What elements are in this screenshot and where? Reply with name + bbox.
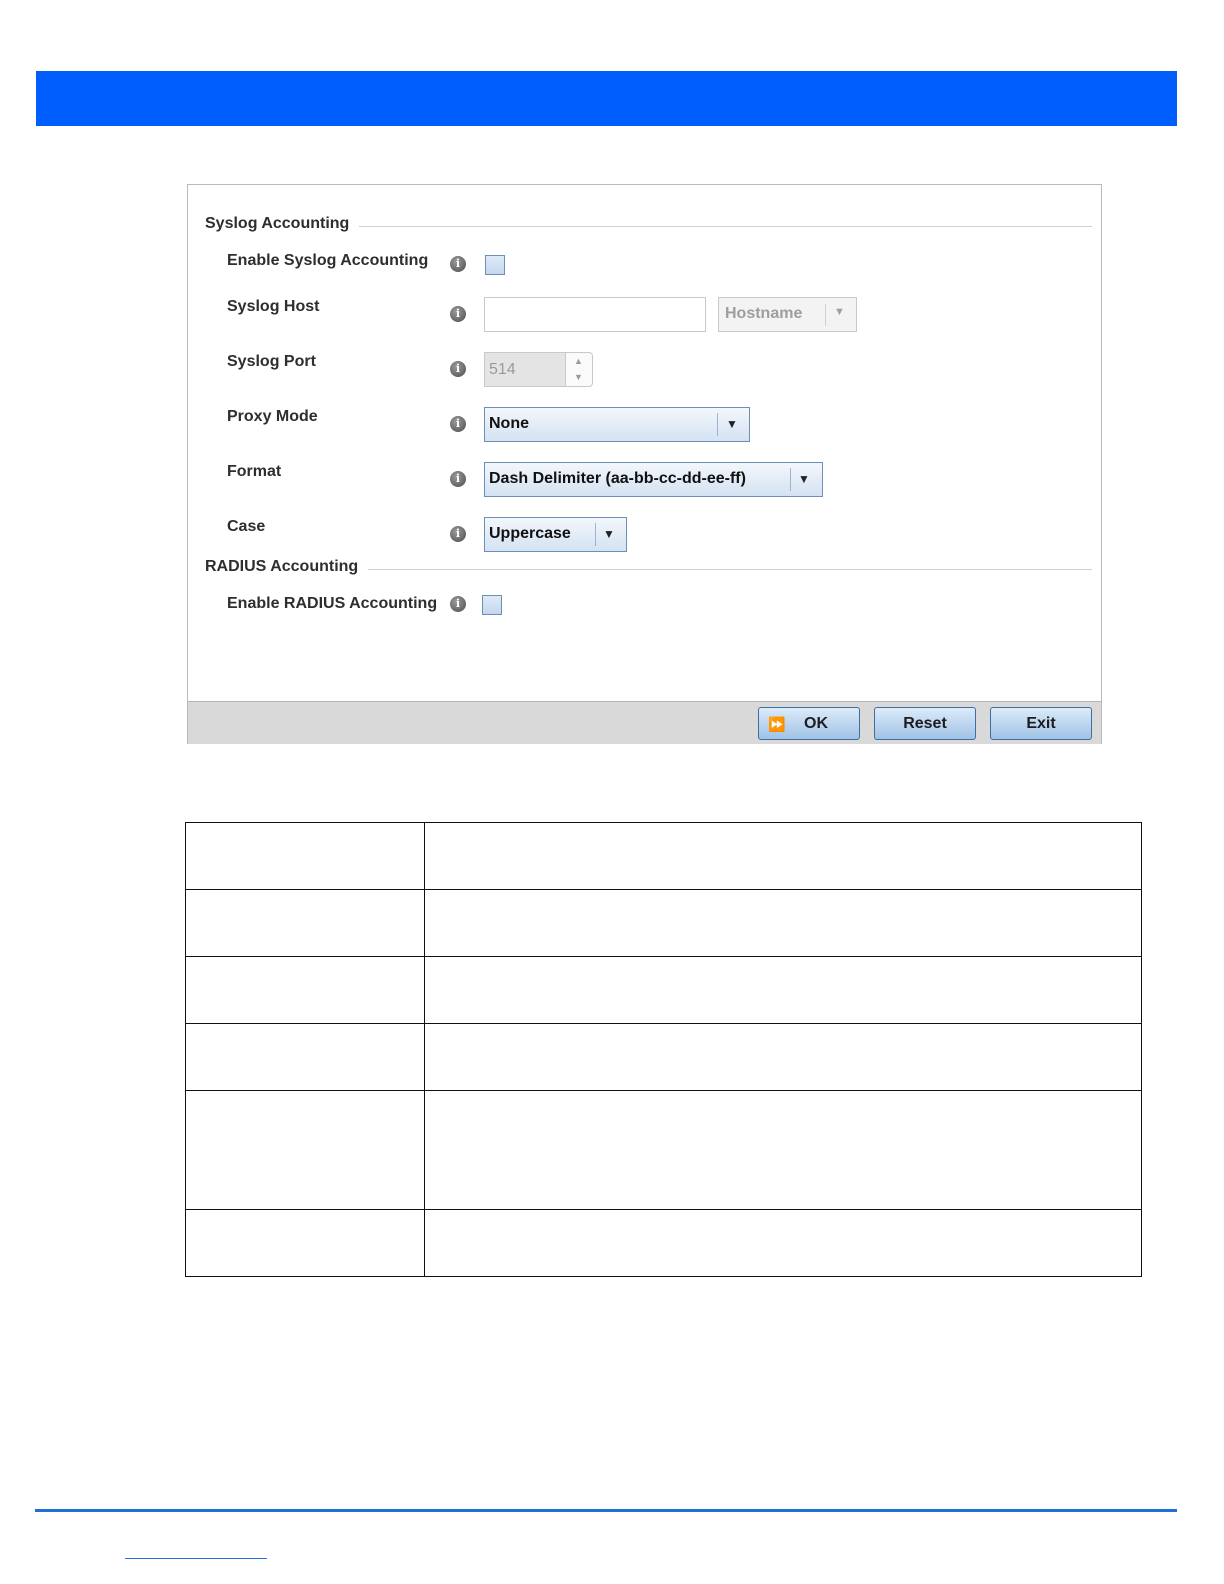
reset-button-label: Reset — [903, 715, 947, 732]
case-label: Case — [227, 518, 266, 535]
chevron-down-icon: ▼ — [834, 306, 845, 318]
host-type-select[interactable] — [718, 297, 857, 332]
syslog-port-value: 514 — [489, 361, 516, 378]
syslog-section-title: Syslog Accounting — [205, 215, 359, 233]
case-value: Uppercase — [489, 525, 571, 542]
table-row — [186, 957, 1142, 1024]
table-row — [186, 1210, 1142, 1277]
select-separator — [717, 413, 718, 436]
dialog-footer — [188, 701, 1101, 744]
info-icon[interactable]: i — [450, 416, 466, 432]
format-label: Format — [227, 463, 282, 480]
table-cell — [186, 957, 425, 1024]
case-select[interactable] — [484, 517, 627, 552]
spinner-up-icon[interactable]: ▲ — [574, 356, 583, 366]
table-cell — [425, 823, 1142, 890]
section-divider — [358, 226, 1092, 227]
select-separator — [790, 468, 791, 491]
syslog-host-input[interactable] — [484, 297, 706, 332]
ok-button[interactable] — [758, 707, 860, 740]
select-separator — [595, 523, 596, 546]
table-cell — [425, 1024, 1142, 1091]
top-banner — [36, 71, 1177, 126]
proxy-mode-value: None — [489, 415, 529, 432]
proxy-mode-label: Proxy Mode — [227, 408, 318, 425]
table-row — [186, 823, 1142, 890]
spinner-arrows-icon[interactable] — [566, 352, 593, 387]
table-cell — [186, 1024, 425, 1091]
select-separator — [825, 304, 826, 326]
syslog-port-field[interactable] — [484, 352, 566, 387]
description-table — [185, 822, 1142, 1277]
table-cell — [186, 890, 425, 957]
table-cell — [425, 957, 1142, 1024]
page-footer-rule — [35, 1509, 1177, 1512]
proxy-mode-select[interactable] — [484, 407, 750, 442]
info-icon[interactable]: i — [450, 471, 466, 487]
double-arrow-icon: ⏩ — [768, 716, 786, 732]
table-cell — [186, 823, 425, 890]
footer-link-underline[interactable] — [125, 1558, 267, 1559]
table-row — [186, 1024, 1142, 1091]
chevron-down-icon: ▼ — [603, 527, 615, 541]
enable-syslog-label: Enable Syslog Accounting — [227, 252, 429, 269]
host-type-value: Hostname — [725, 305, 803, 322]
info-icon[interactable]: i — [450, 596, 466, 612]
spinner-down-icon[interactable]: ▼ — [574, 372, 583, 382]
table-row — [186, 1091, 1142, 1210]
exit-button-label: Exit — [1026, 715, 1056, 732]
format-select[interactable] — [484, 462, 823, 497]
chevron-down-icon: ▼ — [726, 417, 738, 431]
section-divider — [360, 569, 1092, 570]
table-cell — [425, 1210, 1142, 1277]
reset-button[interactable] — [874, 707, 976, 740]
syslog-host-label: Syslog Host — [227, 298, 320, 315]
info-icon[interactable]: i — [450, 256, 466, 272]
enable-radius-checkbox[interactable] — [482, 595, 502, 615]
accounting-dialog — [187, 184, 1102, 744]
radius-section-title: RADIUS Accounting — [205, 558, 368, 576]
syslog-port-label: Syslog Port — [227, 353, 316, 370]
chevron-down-icon: ▼ — [798, 472, 810, 486]
enable-syslog-checkbox[interactable] — [485, 255, 505, 275]
info-icon[interactable]: i — [450, 526, 466, 542]
ok-button-label: OK — [804, 715, 828, 732]
table-cell — [425, 890, 1142, 957]
info-icon[interactable]: i — [450, 361, 466, 377]
syslog-port-stepper[interactable] — [484, 352, 594, 387]
table-cell — [186, 1210, 425, 1277]
table-row — [186, 890, 1142, 957]
exit-button[interactable] — [990, 707, 1092, 740]
info-icon[interactable]: i — [450, 306, 466, 322]
table-cell — [425, 1091, 1142, 1210]
format-value: Dash Delimiter (aa-bb-cc-dd-ee-ff) — [489, 470, 746, 487]
table-cell — [186, 1091, 425, 1210]
enable-radius-label: Enable RADIUS Accounting — [227, 595, 438, 612]
